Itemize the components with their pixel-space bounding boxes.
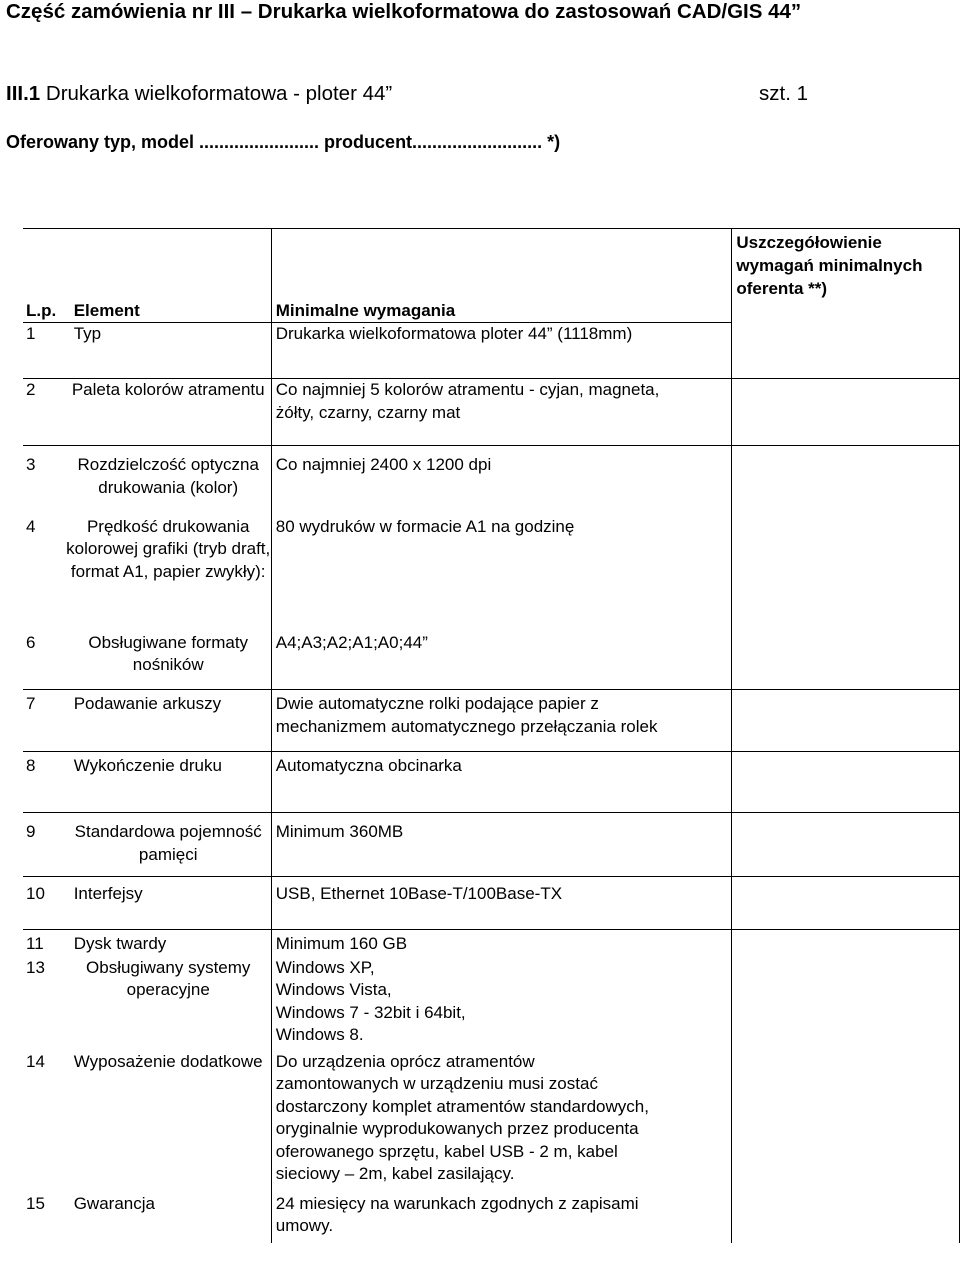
header-detail: Uszczegółowienie wymagań minimalnych oferenta **) <box>732 229 960 379</box>
table-row <box>23 446 960 516</box>
row-element: Wykończenie druku <box>66 752 272 813</box>
row-number: 4 <box>26 516 36 536</box>
header-min-requirements: Minimalne wymagania <box>271 229 732 323</box>
row-element: Prędkość drukowania kolorowej grafiki (tryb draft, format A1, papier zwykły): <box>66 516 271 581</box>
row-element: Obsługiwany systemy operacyjne <box>86 957 251 999</box>
row-requirement: Co najmniej 2400 x 1200 dpi <box>271 446 732 516</box>
row-requirement: A4;A3;A2;A1;A0;44” <box>271 632 732 690</box>
row-requirement: Automatyczna obcinarka <box>271 752 732 813</box>
row-requirement: Drukarka wielkoformatowa ploter 44” (1118mm) <box>271 323 732 379</box>
row-element: Standardowa pojemność pamięci <box>66 813 272 877</box>
row-detail <box>732 813 960 877</box>
row-element: Gwarancja <box>73 1193 155 1213</box>
row-element: Dysk twardy <box>66 930 272 957</box>
row-number: 3 <box>23 446 66 516</box>
row-requirement: Dwie automatyczne rolki podające papier z mechanizmem automatycznego przełączania rolek <box>271 690 732 752</box>
row-requirement: Minimum 360MB <box>271 813 732 877</box>
row-number: 13 <box>26 957 45 977</box>
section-name: Drukarka wielkoformatowa - ploter 44” <box>40 82 393 105</box>
section-number: III.1 <box>6 82 41 105</box>
offer-line: Oferowany typ, model ........................ producent.......................... *) <box>6 132 561 152</box>
row-element: Wyposażenie dodatkowe <box>73 1051 263 1071</box>
table-row <box>23 930 960 957</box>
header-element: Element <box>66 229 272 323</box>
row-number: 6 <box>23 632 66 690</box>
row-number: 9 <box>23 813 66 877</box>
row-number: 11 <box>23 930 66 957</box>
row-requirement: 80 wydruków w formacie A1 na godzinę <box>271 516 732 632</box>
table-header-row <box>23 229 960 323</box>
row-number: 7 <box>23 690 66 752</box>
row-number: 15 <box>26 1193 45 1213</box>
row-element: Rozdzielczość optyczna drukowania (kolor) <box>66 446 272 516</box>
row-number: 2 <box>23 379 66 446</box>
row-detail <box>732 752 960 813</box>
table-row <box>23 877 960 930</box>
row-detail <box>732 690 960 752</box>
row-element: Podawanie arkuszy <box>66 690 272 752</box>
table-row <box>23 752 960 813</box>
row-element: Paleta kolorów atramentu <box>66 379 272 446</box>
header-no: L.p. <box>23 229 66 323</box>
table-row <box>23 690 960 752</box>
row-number: 14 <box>26 1051 45 1071</box>
row-element: Obsługiwane formaty nośników <box>66 632 272 690</box>
row-requirement: Minimum 160 GB <box>271 930 732 957</box>
section-heading <box>6 80 946 108</box>
spec-table <box>23 228 960 1243</box>
row-requirement: USB, Ethernet 10Base-T/100Base-TX <box>271 877 732 930</box>
quantity-label: szt. 1 <box>759 82 808 105</box>
row-requirement: Windows XP, Windows Vista, Windows 7 - 32bit i 64bit, Windows 8. <box>271 957 732 1051</box>
table-row <box>23 379 960 446</box>
row-detail <box>732 379 960 446</box>
document-title: Część zamówienia nr III – Drukarka wielkoformatowa do zastosowań CAD/GIS 44” <box>6 0 802 23</box>
row-element: Interfejsy <box>66 877 272 930</box>
row-requirement: 24 miesięcy na warunkach zgodnych z zapisami umowy. <box>271 1193 732 1243</box>
row-detail <box>732 877 960 930</box>
row-number: 8 <box>23 752 66 813</box>
row-requirement: Co najmniej 5 kolorów atramentu - cyjan, magneta, żółty, czarny, czarny mat <box>271 379 732 446</box>
row-detail <box>732 930 960 1243</box>
row-number: 1 <box>23 323 66 379</box>
row-requirement: Do urządzenia oprócz atramentów zamontowanych w urządzeniu musi zostać dostarczony komplet atramentów standardowych, oryginalnie wyprodukowanych przez producenta oferowanego sprzętu, kabel USB - 2 m, kabel sieciowy – 2m, kabel zasilający. <box>271 1051 732 1193</box>
row-number: 10 <box>23 877 66 930</box>
table-row <box>23 813 960 877</box>
row-element: Typ <box>66 323 272 379</box>
row-detail <box>732 446 960 690</box>
